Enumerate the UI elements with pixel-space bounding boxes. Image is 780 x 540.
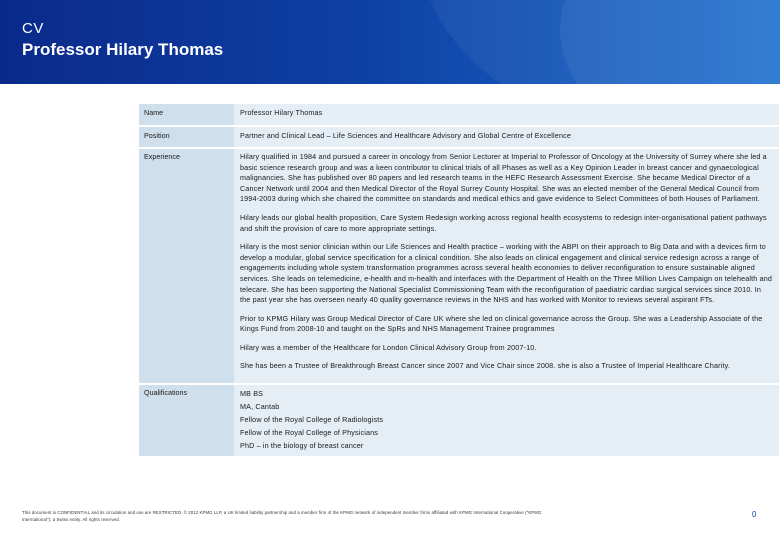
- qualifications-label: Qualifications: [139, 385, 234, 456]
- name-value: Professor Hilary Thomas: [234, 104, 779, 125]
- experience-paragraph: Prior to KPMG Hilary was Group Medical Director of Care UK where she led on clinical governance across the Group. She was a Leadership Associate of the Kings Fund from 2008-10 and taught on the SpRs and NHS Management Trainee programmes: [240, 313, 763, 334]
- page-title: Professor Hilary Thomas: [22, 40, 224, 59]
- experience-paragraph: Hilary leads our global health proposition, Care System Redesign working across regional health ecosystems to redesign inter-organisational patient pathways and shift the provision of care to more appropriate settings.: [240, 213, 767, 233]
- position-value: Partner and Clinical Lead – Life Sciences and Healthcare Advisory and Global Centre of Excellence: [234, 127, 779, 148]
- experience-paragraph: Hilary was a member of the Healthcare for London Clinical Advisory Group from 2007-10.: [240, 342, 537, 352]
- confidentiality-footer: This document is CONFIDENTIAL and its circulation and use are RESTRICTED. © 2012 KPMG LLP, a UK limited liability partnership and a member firm of the KPMG network of independent member firms affiliated with KPMG International Cooperative ("KPMG International"), a Swiss entity. All rights reserved.: [22, 510, 542, 523]
- table-row-qualifications: [139, 385, 779, 456]
- name-label: Name: [139, 104, 234, 125]
- qualification-item: PhD – in the biology of breast cancer: [240, 440, 364, 450]
- experience-value: [234, 149, 779, 383]
- qualification-item: MA, Cantab: [240, 401, 280, 411]
- table-row-position: [139, 127, 779, 148]
- header-banner: [0, 0, 780, 84]
- cv-table: [139, 102, 779, 458]
- table-row-experience: [139, 149, 779, 383]
- page-number: 0: [752, 510, 757, 519]
- experience-paragraph: Hilary is the most senior clinician within our Life Sciences and Health practice – working with the ABPI on their approach to Big Data and with a devices firm to develop a modular, global service specification for a clinical condition. She also leads on clinical engagement and clinical service redesign across a range of engagements including whole system transformation programmes across several health economies to deliver reconfiguration to ensure sustainable aligned services. She leads on telemedicine, e-health and m-health and interfaces with the Department of Health on the Three Million Lives Campaign on telehealth and telecare. She has been supporting the National Specialist Commissioning Team with the reconfiguration of paediatric cardiac surgical services since 2010. In the past year she has overseen nearly 40 quality governance reviews in the NHS and has worked with Monitor to reviews several aspirant FTs.: [240, 242, 773, 305]
- qualifications-value: [234, 385, 779, 456]
- experience-label: Experience: [139, 149, 234, 383]
- qualification-item: MB BS: [240, 388, 264, 398]
- banner-decoration: [560, 0, 780, 84]
- document-type-label: CV: [22, 20, 44, 37]
- table-row-name: [139, 104, 779, 125]
- experience-paragraph: She has been a Trustee of Breakthrough Breast Cancer since 2007 and Vice Chair since 2008. she is also a Trustee of Imperial Healthcare Charity.: [240, 361, 730, 371]
- experience-paragraph: Hilary qualified in 1984 and pursued a career in oncology from Senior Lecturer at Imperial to Professor of Oncology at the University of Surrey where she led a basic science research group and was a keen contributor to clinical trials of all Phases as well as a Key Opinion Leader in breast cancer and gynaecological malignancies. She has published over 80 papers and led research teams in the HEFC Research Assessment Exercise. She became Medical Director of a Cancer Network until 2004 and then Medical Director of the Royal Surrey County Hospital. She was an elected member of the General Medical Council from 1994-2003 during which she chaired the committee on standards and medical ethics and gave evidence to Select Committees of both Houses of Parliament.: [240, 152, 767, 204]
- position-label: Position: [139, 127, 234, 148]
- qualification-item: Fellow of the Royal College of Radiologists: [240, 414, 384, 424]
- qualification-item: Fellow of the Royal College of Physicians: [240, 427, 378, 437]
